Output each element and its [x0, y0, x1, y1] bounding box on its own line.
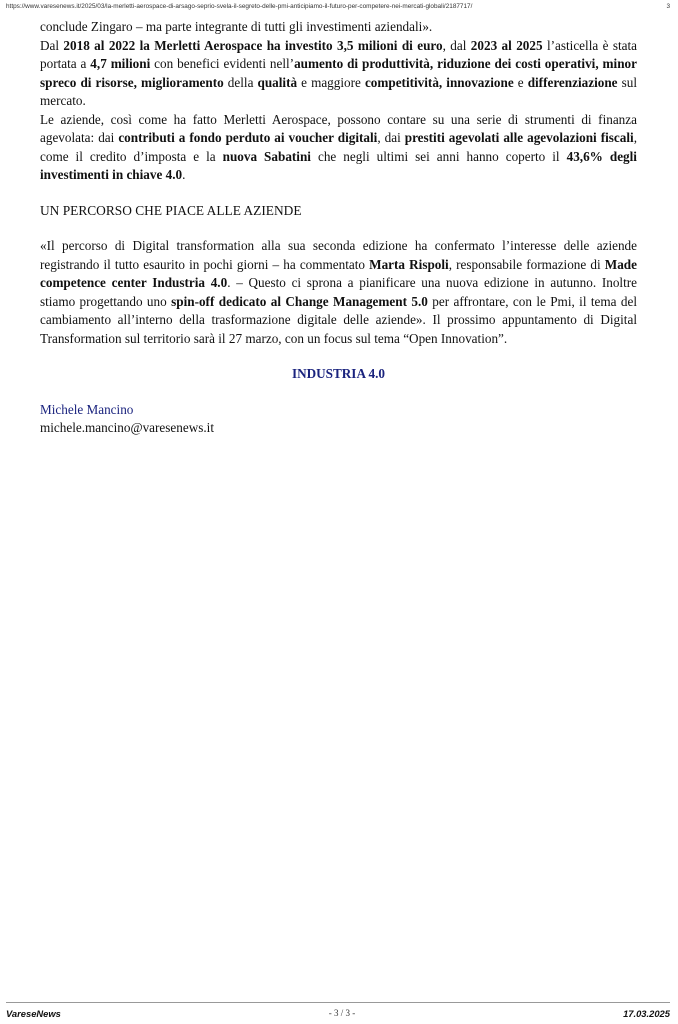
text-run: Dal [40, 37, 64, 53]
bold-run: 43,6% degli investimenti in chiave 4.0 [40, 148, 637, 182]
section-title: UN PERCORSO CHE PIACE ALLE AZIENDE [40, 202, 302, 218]
text-run: sul mercato. [40, 74, 638, 108]
bold-run: spin-off dedicato al Change Management 5.0 [171, 293, 428, 309]
text-run: , dai [377, 130, 405, 145]
text-run: , dal [442, 37, 471, 53]
print-footer [6, 1006, 670, 1020]
paragraph-investments [40, 37, 637, 111]
paragraph-quote-end: conclude Zingaro – ma parte integrante di tutti gli investimenti aziendali». [40, 19, 433, 34]
bold-run: differenziazione [527, 74, 618, 90]
footer-page-indicator: - 3 / 3 - [328, 1008, 356, 1018]
bold-run: contributi a fondo perduto ai voucher digitali [118, 130, 378, 145]
header-page-number: 3 [666, 2, 670, 10]
text-run: e maggiore [297, 74, 365, 90]
bold-run: 4,7 milioni [90, 56, 151, 71]
text-run: l’asticella è stata portata a [40, 37, 637, 71]
footer-date: 17.03.2025 [623, 1007, 670, 1019]
author-email[interactable]: michele.mancino@varesenews.it [40, 420, 214, 435]
paragraph-financing [40, 111, 637, 185]
text-run: che negli ultimi sei anni hanno coperto il [310, 148, 567, 164]
bold-run: prestiti agevolati alle agevolazioni fiscali [404, 130, 634, 145]
bold-run: nuova Sabatini [222, 148, 311, 164]
article-body [40, 18, 637, 438]
print-header [6, 0, 670, 12]
page-url[interactable]: https://www.varesenews.it/2025/03/la-merletti-aerospace-di-arsago-seprio-svela-il-segreto-delle-pmi-anticipiamo-il-futuro-per-competere-nei-mercati-globali/2187717/ [6, 2, 473, 10]
bold-run: 2018 al 2022 la Merletti Aerospace ha investito 3,5 milioni di euro [63, 37, 443, 53]
text-run: con benefici evidenti nell’ [150, 56, 295, 71]
text-run: . [182, 167, 186, 182]
footer-divider [6, 1002, 670, 1003]
bold-run: aumento di produttività, riduzione dei costi operativi, minor spreco di risorse, miglioramento [40, 56, 637, 90]
text-run: della [223, 74, 258, 90]
text-run: Le aziende, così come ha fatto Merletti Aerospace, possono contare su una serie di strumenti di finanza agevolata: dai [40, 111, 637, 145]
text-run: , come il credito d’imposta e la [40, 130, 637, 164]
bold-run: Marta Rispoli [369, 256, 449, 272]
text-run: . – Questo ci sprona a pianificare una nuova edizione in autunno. Inoltre stiamo progettando uno [40, 275, 637, 309]
bold-run: Made competence center Industria 4.0 [40, 256, 637, 290]
footer-brand: VareseNews [6, 1007, 61, 1019]
text-run: e [513, 74, 528, 90]
tag-title[interactable]: INDUSTRIA 4.0 [291, 366, 386, 381]
bold-run: competitività, innovazione [364, 74, 514, 90]
text-run: «Il percorso di Digital transformation alla sua seconda edizione ha confermato l’interesse delle aziende registrando il tutto esaurito in pochi giorni – ha commentato [40, 238, 637, 272]
text-run: , responsabile formazione di [448, 256, 605, 272]
text-run: per affrontare, con le Pmi, il tema del cambiamento all’interno della trasformazione digitale delle aziende». Il prossimo appuntamento di Digital Transformation sul territorio sarà il 27 marzo, con un focus sul tema “Open Innovation”. [40, 293, 638, 346]
paragraph-digital-transformation [40, 237, 637, 348]
bold-run: 2023 al 2025 [470, 37, 543, 53]
bold-run: qualità [257, 74, 298, 90]
author-name[interactable]: Michele Mancino [40, 401, 134, 417]
